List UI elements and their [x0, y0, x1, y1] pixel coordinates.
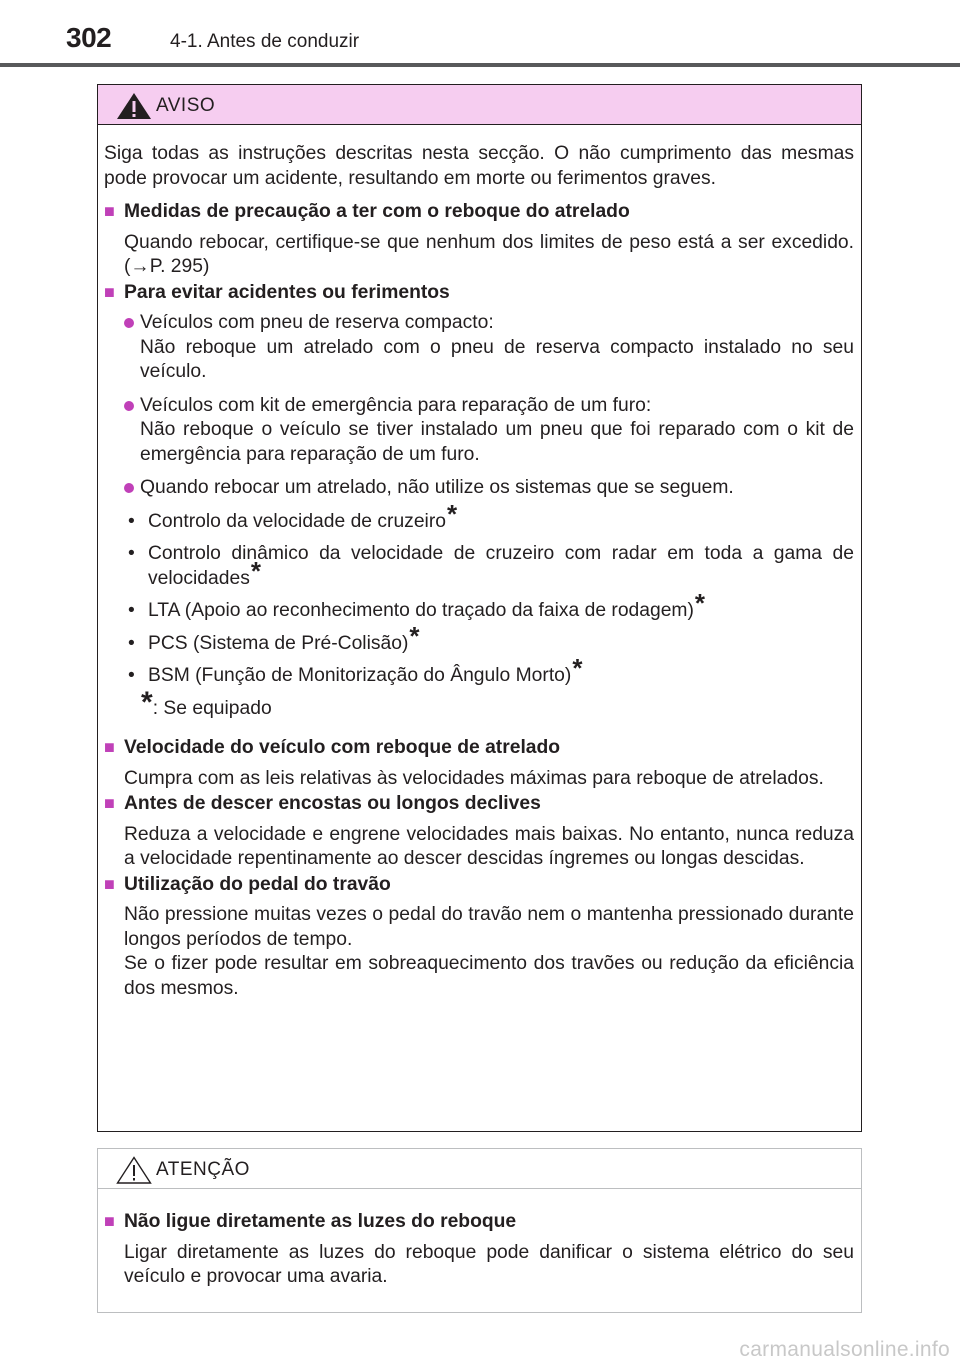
section-heading: ■ Velocidade do veículo com reboque de atrelado	[104, 737, 561, 758]
system-list-item: • BSM (Função de Monitorização do Ângulo Morto)*	[128, 653, 583, 686]
circle-bullet-icon	[124, 401, 134, 411]
list-item	[104, 311, 854, 385]
section-body: Quando rebocar, certifique-se que nenhum dos limites de peso está a ser excedido.(→P. 295)	[124, 231, 854, 277]
footnote-star: *	[250, 555, 261, 586]
circle-bullet-icon	[124, 483, 134, 493]
bullet-text: Não reboque um atrelado com o pneu de reserva compacto instalado no seu veículo.	[140, 336, 854, 382]
list-item	[104, 394, 854, 468]
footnote-star: *	[446, 498, 458, 529]
warning-box	[97, 84, 862, 1132]
section-heading: ■ Antes de descer encostas ou longos declives	[104, 793, 541, 814]
page-number: 302	[66, 22, 112, 53]
section-heading: ■ Não ligue diretamente as luzes do reboque	[104, 1211, 517, 1232]
watermark: carmanualsonline.info	[739, 1338, 950, 1361]
warning-triangle-icon	[116, 92, 152, 120]
system-list-item: • LTA (Apoio ao reconhecimento do traçado da faixa de rodagem)*	[128, 588, 706, 621]
warning-header	[98, 85, 861, 125]
square-bullet-icon: ■	[104, 201, 115, 221]
page-header	[0, 0, 960, 64]
caution-header	[98, 1149, 861, 1189]
footnote: *: Se equipado	[141, 685, 272, 719]
header-rule	[0, 63, 960, 67]
system-list-item: • PCS (Sistema de Pré-Colisão)*	[128, 620, 420, 654]
bullet-title: Veículos com kit de emergência para reparação de um furo:	[140, 394, 652, 416]
square-bullet-icon: ■	[104, 281, 115, 302]
section-title: 4-1. Antes de conduzir	[170, 31, 360, 52]
system-list-item: • Controlo da velocidade de cruzeiro*	[128, 498, 458, 532]
warning-intro: Siga todas as instruções descritas nesta secção. O não cumprimento das mesmas pode provocar um acidente, resultando em morte ou ferimentos graves.	[104, 143, 854, 189]
section-heading: ■ Medidas de precaução a ter com o reboque do atrelado	[104, 201, 630, 222]
warning-content	[104, 142, 854, 1001]
caution-title: ATENÇÃO	[156, 1159, 250, 1180]
section-heading: ■ Utilização do pedal do travão	[104, 873, 391, 895]
section-heading: ■ Para evitar acidentes ou ferimentos	[104, 281, 450, 303]
section-body: Não pressione muitas vezes o pedal do travão nem o mantenha pressionado durante longos períodos de tempo.	[124, 904, 854, 950]
list-item	[104, 476, 854, 501]
square-bullet-icon: ■	[104, 1211, 115, 1231]
warning-title: AVISO	[156, 95, 216, 116]
bullet-text: Quando rebocar um atrelado, não utilize os sistemas que se seguem.	[140, 477, 734, 498]
bullet-title: Veículos com pneu de reserva compacto:	[140, 312, 494, 333]
square-bullet-icon: ■	[104, 873, 115, 894]
system-list-item: • Controlo dinâmico da velocidade de cruzeiro com radar em toda a gama de velocidades*	[128, 543, 854, 589]
bullet-text: Não reboque o veículo se tiver instalado um pneu que foi reparado com o kit de emergência para reparação de um furo.	[140, 419, 854, 465]
caution-content	[104, 1209, 854, 1290]
section-body: Reduza a velocidade e engrene velocidades mais baixas. No entanto, nunca reduza a velocidade repentinamente ao descer descidas íngremes ou longas descidas.	[124, 823, 854, 869]
section-body: Cumpra com as leis relativas às velocidades máximas para reboque de atrelados.	[124, 767, 824, 789]
footnote-star: *	[409, 620, 420, 651]
caution-triangle-icon	[116, 1156, 152, 1184]
footnote-star: *	[572, 653, 583, 683]
square-bullet-icon: ■	[104, 737, 115, 757]
section-body: Se o fizer pode resultar em sobreaquecimento dos travões ou redução da eficiência dos mesmos.	[124, 953, 854, 999]
caution-box	[97, 1148, 862, 1313]
square-bullet-icon: ■	[104, 793, 115, 813]
circle-bullet-icon	[124, 318, 134, 328]
footnote-star: *	[694, 588, 706, 618]
section-body: Ligar diretamente as luzes do reboque pode danificar o sistema elétrico do seu veículo e provocar uma avaria.	[124, 1241, 854, 1287]
